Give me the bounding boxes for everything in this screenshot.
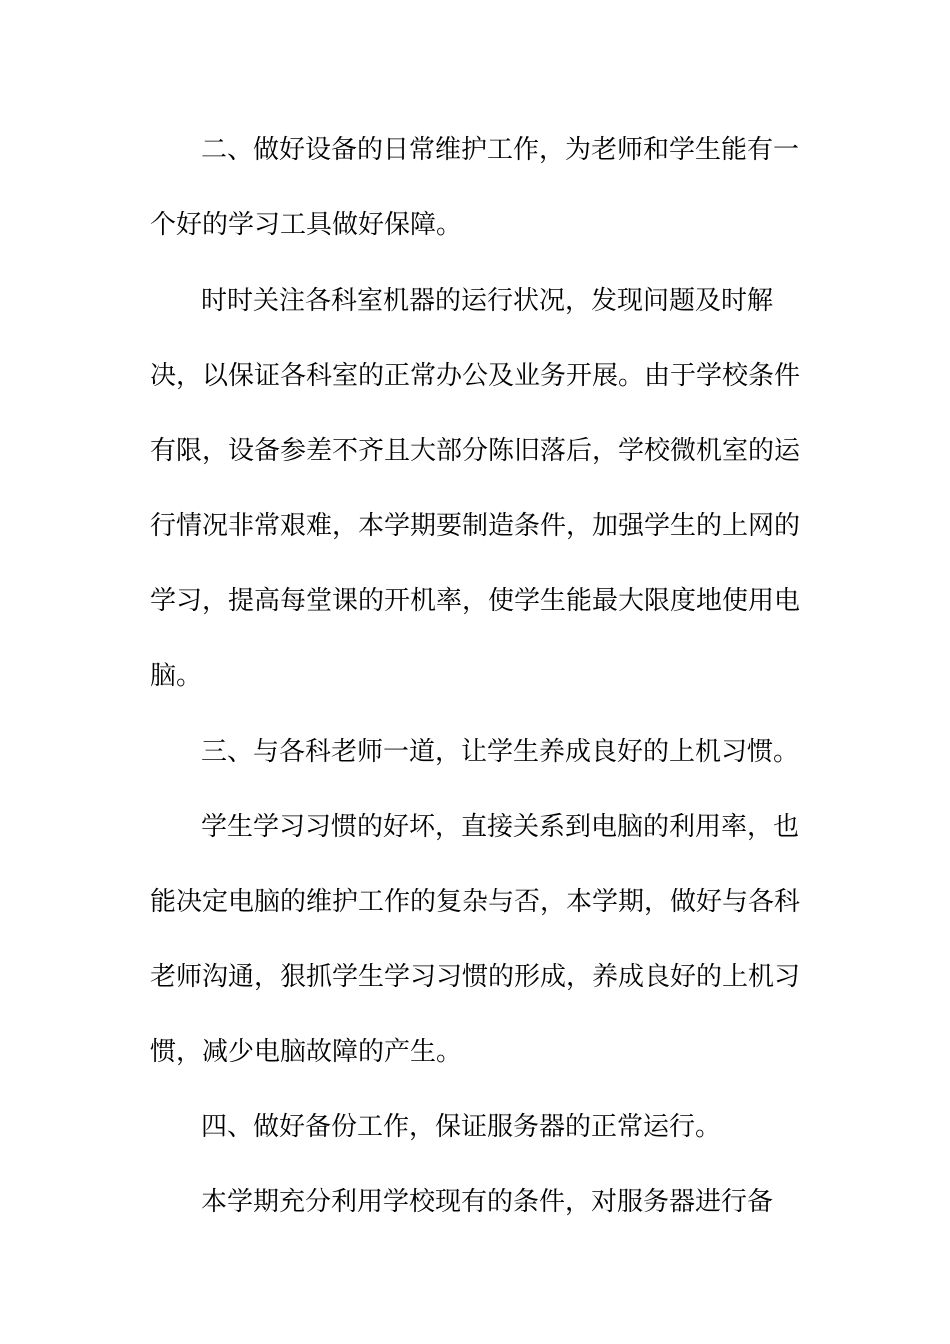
- text-line: 老师沟通，狠抓学生学习习惯的形成，养成良好的上机习: [150, 962, 801, 992]
- paragraph-start: 本学期充分利用学校现有的条件，对服务器进行备: [201, 1187, 774, 1217]
- text-line: 脑。: [150, 661, 203, 691]
- heading-section-4: 四、做好备份工作，保证服务器的正常运行。: [201, 1112, 722, 1142]
- text-line: 能决定电脑的维护工作的复杂与否，本学期，做好与各科: [150, 887, 801, 917]
- text-line: 惯，减少电脑故障的产生。: [150, 1037, 463, 1067]
- paragraph-start: 时时关注各科室机器的运行状况，发现问题及时解: [201, 286, 774, 316]
- heading-section-2: 二、做好设备的日常维护工作，为老师和学生能有一: [201, 135, 800, 165]
- text-line: 行情况非常艰难，本学期要制造条件，加强学生的上网的: [150, 511, 801, 541]
- text-line: 有限，设备参差不齐且大部分陈旧落后，学校微机室的运: [150, 436, 801, 466]
- heading-section-3: 三、与各科老师一道，让学生养成良好的上机习惯。: [201, 737, 800, 767]
- paragraph-start: 学生学习习惯的好坏，直接关系到电脑的利用率，也: [201, 812, 800, 842]
- text-line: 学习，提高每堂课的开机率，使学生能最大限度地使用电: [150, 586, 801, 616]
- text-line: 个好的学习工具做好保障。: [150, 210, 463, 240]
- text-line: 决，以保证各科室的正常办公及业务开展。由于学校条件: [150, 361, 801, 391]
